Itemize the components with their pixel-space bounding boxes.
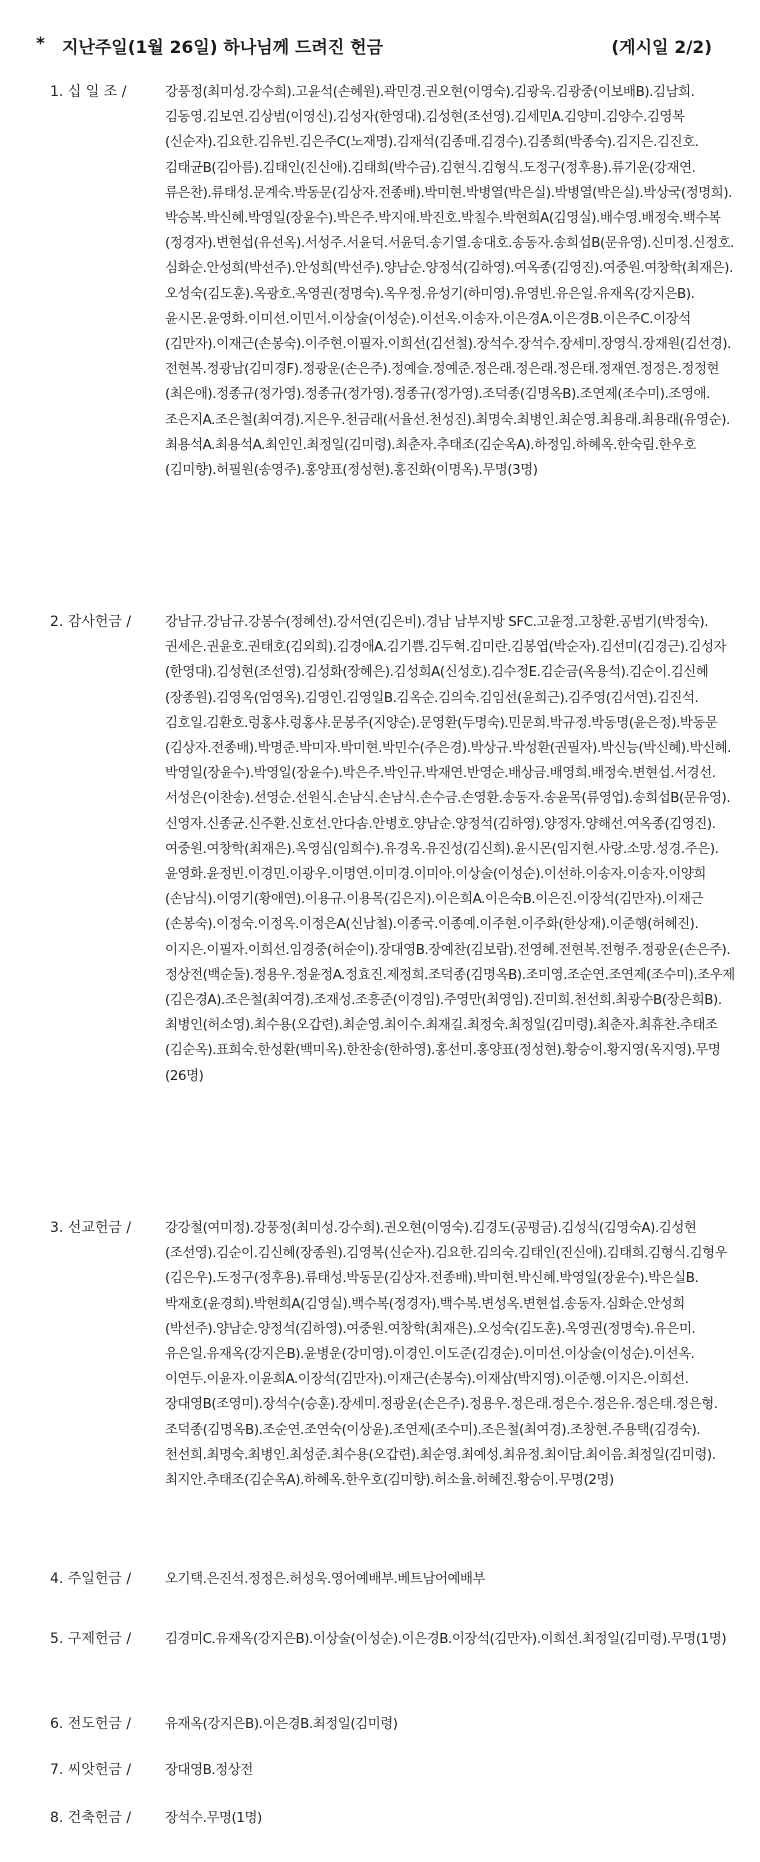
section-label: 7. 씨앗헌금 / bbox=[50, 1762, 132, 1778]
page-title: 지난주일(1월 26일) 하나님께 드려진 헌금 bbox=[62, 38, 384, 58]
donor-list: 강풍정(최미성.강수희).고윤석(손혜원).곽민경.권오현(이영숙).김광욱.김광중(이보배B).김남희.김동영.김보연.김상범(이영신).김성자(한영대).김성현(조선영).김세민A.김양미.김양수.김영복(신순자).김요한.김유빈.김은주C(노재명).김재석(김종매.김경수).김종희(박종숙).김지은.김진호.김태균B(김아름).김태인(진신애).김태희(박수금).김현식.김형식.도정구(정후용).류기운(강재연.류은찬).류태성.문계숙.박동문(김상자.전종배).박미현.박병열(박은실).박병열(박은실).박상국(정명희).박승복.박신혜.박영일(장윤수).박은주.박지애.박진호.박칠수.박현희A(김영실).배수영.배정숙.백수복(정경자).변현섭(유선옥).서성주.서윤덕.서윤덕.송기열.송대호.송동자.송희섭B(문유영).신미정.신정호.심화순.안성희(박선주).안성희(박선주).양남순.양정석(김하영).여옥종(김영진).여중원.여창학(최재은).오성숙(김도훈).옥광호.옥영권(정명숙).옥우정.유성기(하미영).유영빈.유은일.유재옥(강지은B).윤시몬.윤영화.이미선.이민서.이상술(이성순).이선옥.이송자.이은경A.이은경B.이은주C.이장석(김만자).이재근(손봉숙).이주현.이필자.이희선(김선철).장석수.장석수.장세미.장영식.장재원(김선경).전현복.정광남(김미경F).정광운(손은주).정예슬.정예준.정은래.정은래.정은태.정재연.정정은.정정현(최은애).정종규(정가영).정종규(정가영).정종규(정가영).조덕종(김명옥B).조연제(조수미).조영애.조은지A.조은철(최여경).지은우.천금래(서율선.천성진).최명숙.최병인.최순영.최용래.최용래(유영순).최용석A.최용석A.최인인.최정일(김미령).최춘자.추태조(김순옥A).하정임.하혜옥.한숙림.한우호(김미향).허필원(송영주).홍양표(정성현).홍진화(이명옥).무명(3명) bbox=[165, 85, 735, 479]
section-label: 5. 구제헌금 / bbox=[50, 1631, 132, 1647]
section-label: 4. 주일헌금 / bbox=[50, 1571, 132, 1587]
section-label: 2. 감사헌금 / bbox=[50, 614, 132, 630]
donor-list: 유재옥(강지은B).이은경B.최정일(김미령) bbox=[165, 1717, 398, 1732]
donor-list: 오기택.은진석.정정은.허성욱.영어예배부.베트남어예배부 bbox=[165, 1572, 486, 1587]
section-label: 3. 선교헌금 / bbox=[50, 1220, 132, 1236]
donor-list: 강강철(여미정).강풍정(최미성.강수희).권오현(이영숙).김경도(공평금).김성식(김영숙A).김성현(조선영).김순이.김신혜(장종원).김영복(신순자).김요한.김의숙.김태인(진신애).김태희.김형식.김형우(김은우).도정구(정후용).류태성.박동문(김상자.전종배).박미현.박신혜.박영일(장윤수).박은실B.박재호(윤경희).박현희A(김영실).백수복(정경자).백수복.변성옥.변현섭.송동자.심화순.안성희(박선주).양남순.양정석(김하영).여중원.여창학(최재은).오성숙(김도훈).옥영권(정명숙).유은미.유은일.유재옥(강지은B).윤병운(강미영).이경인.이도준(김경순).이미선.이상술(이성순).이선옥.이연두.이윤자.이윤희A.이장석(김만자).이재근(손봉숙).이재삼(박지영).이준행.이지은.이희선.장대영B(조영미).장석수(승훈).장세미.정광운(손은주).정용우.정은래.정은수.정은유.정은태.정은형.조덕종(김명옥B).조순연.조연숙(이상윤).조연제(조수미).조은철(최여경).조창현.주용택(김경숙).천선희.최명숙.최병인.최성준.최수용(오갑련).최순영.최예성.최유정.최이담.최이음.최정일(김미령).최지안.추태조(김순옥A).하혜옥.한우호(김미향).허소율.허혜진.황승이.무명(2명) bbox=[165, 1221, 728, 1489]
donor-list: 강남규.강남규.강봉수(정혜선).강서연(김은비).경남 남부지방 SFC.고윤정.고창환.공범기(박정숙).권세은.권윤호.권태호(김외희).김경애A.김기쁨.김두혁.김미란.김봉엽(박순자).김선미(김경근).김성자(한영대).김성현(조선영).김성화(장혜은).김성희A(신성호).김수정E.김순금(옥용석).김순이.김신혜(장종원).김영옥(엄영옥).김영인.김영일B.김옥순.김의숙.김임선(윤희근).김주영(김서연).김진석.김호일.김환호.렁홍샤.렁홍샤.문봉주(지양순).문영환(두명숙).민문희.박규정.박동명(윤은정).박동문(김상자.전종배).박명준.박미자.박미현.박민수(주은경).박상규.박성환(권필자).박신능(박신혜).박신혜.박영일(장윤수).박영일(장윤수).박은주.박인규.박재연.반영순.배상금.배영희.배정숙.변현섭.서경선.서성은(이찬송).선영순.선원식.손남식.손남식.손수금.손영환.송동자.송윤목(류영업).송희섭B(문유영).신영자.신종균.신주환.신호선.안다솜.안병호.양남순.양정석(김하영).양정자.양해선.여옥종(김영진).여중원.여창학(최재은).옥영심(임희수).유경옥.유진성(김신희).윤시몬(임지현.사랑.소망.성경.주은).윤영화.윤정빈.이경민.이광우.이명연.이미경.이미아.이상술(이성순).이선하.이송자.이송자.이양희(손남식).이영기(황애연).이용규.이용목(김은지).이은희A.이은숙B.이은진.이장석(김만자).이재근(손봉숙).이정숙.이정옥.이정은A(신남철).이종국.이종예.이주현.이주화(한상재).이준행(허혜진).이지은.이필자.이희선.임경중(허순이).장대영B.장예찬(김보람).전영혜.전현복.전형주.정광운(손은주).정상전(백순둘).정용우.정윤정A.정효진.제정희.조덕종(김명옥B).조미영.조순연.조연제(조수미).조우제(김은경A).조은철(최여경).조재성.조흥준(이경임).주영만(최영임).진미희.천선희.최광수B(장은희B).최병인(허소영).최수용(오갑련).최순영.최이수.최재길.최정숙.최정일(김미령).최춘자.최휴찬.추태조(김순옥).표희숙.한성환(백미옥).한찬송(한하영).홍선미.홍양표(정성현).황승이.황지영(옥지영).무명(26명) bbox=[165, 615, 735, 1084]
section-label: 1. 십 일 조 / bbox=[50, 84, 127, 100]
donor-list: 김경미C.유재옥(강지은B).이상술(이성순).이은경B.이장석(김만자).이희선.최정일(김미령).무명(1명) bbox=[165, 1632, 727, 1647]
donor-list: 장대영B.정상전 bbox=[165, 1763, 253, 1778]
asterisk-icon: * bbox=[36, 34, 45, 54]
donor-list: 장석수.무명(1명) bbox=[165, 1811, 262, 1826]
notice-header bbox=[30, 30, 735, 60]
section-label: 8. 건축헌금 / bbox=[50, 1810, 132, 1826]
section-label: 6. 전도헌금 / bbox=[50, 1716, 132, 1732]
posted-date: (게시일 2/2) bbox=[611, 38, 712, 58]
